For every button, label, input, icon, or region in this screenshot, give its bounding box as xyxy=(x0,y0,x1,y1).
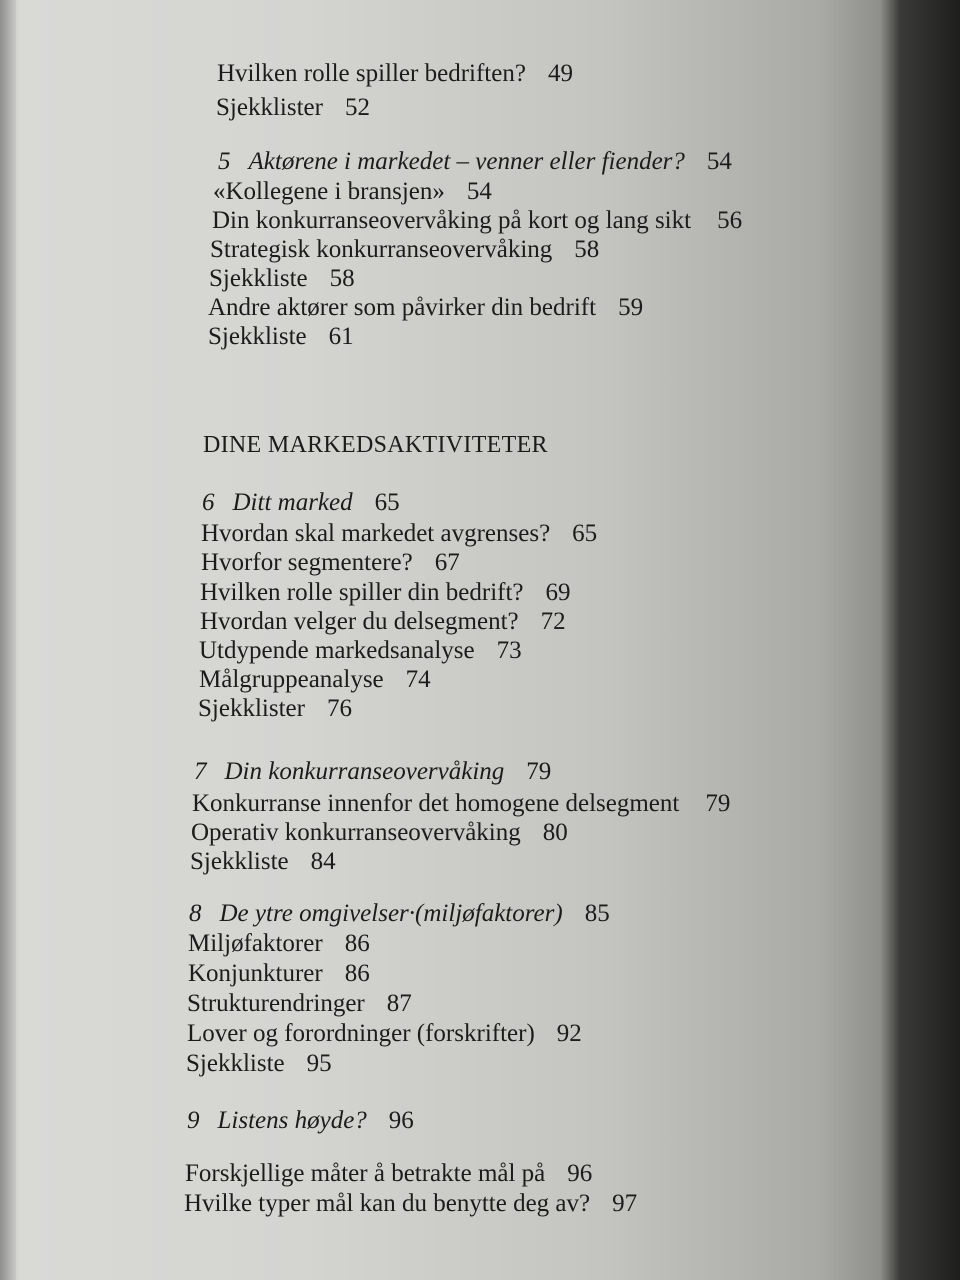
entry-title: Utdypende markedsanalyse xyxy=(199,637,475,664)
entry-page: 79 xyxy=(705,790,731,817)
chapter-page: 96 xyxy=(388,1107,414,1134)
entry-page: 54 xyxy=(466,178,492,205)
part-heading: DINE MARKEDSAKTIVITETER xyxy=(203,432,548,458)
toc-entry xyxy=(208,323,354,351)
entry-page: 97 xyxy=(612,1190,638,1217)
entry-page: 87 xyxy=(386,990,412,1017)
chapter-number: 9 xyxy=(187,1107,200,1134)
chapter-number: 5 xyxy=(218,148,231,175)
chapter-heading xyxy=(187,1107,414,1135)
toc-entry xyxy=(213,178,492,206)
entry-title: Andre aktører som påvirker din bedrift xyxy=(208,294,597,321)
entry-page: 74 xyxy=(405,666,431,693)
entry-page: 58 xyxy=(329,265,355,292)
chapter-number: 7 xyxy=(194,758,207,785)
toc-entry xyxy=(199,637,522,665)
entry-title: Operativ konkurranseovervåking xyxy=(191,819,521,846)
entry-title: Forskjellige måter å betrakte mål på xyxy=(185,1160,546,1187)
entry-title: Strategisk konkurranseovervåking xyxy=(210,236,553,263)
toc-entry xyxy=(185,1160,592,1188)
entry-page: 49 xyxy=(547,60,573,87)
entry-title: Sjekklister xyxy=(198,695,305,722)
toc-entry xyxy=(188,930,370,958)
chapter-page: 65 xyxy=(374,489,400,516)
chapter-number: 6 xyxy=(202,489,215,516)
toc-entry xyxy=(209,265,355,293)
toc-entry xyxy=(187,990,412,1018)
chapter-title: Din konkurranseovervåking xyxy=(224,758,505,785)
toc-entry xyxy=(200,579,571,607)
toc-entry xyxy=(210,236,599,264)
chapter-number: 8 xyxy=(189,900,202,927)
entry-title: Miljøfaktorer xyxy=(188,930,323,957)
toc-entry xyxy=(192,790,730,818)
toc-entry xyxy=(186,1050,332,1078)
entry-page: 95 xyxy=(306,1050,332,1077)
entry-title: Din konkurranseovervåking på kort og lang sikt xyxy=(212,207,692,234)
chapter-title: Ditt marked xyxy=(232,489,353,516)
toc-entry xyxy=(201,549,460,577)
entry-page: 72 xyxy=(540,608,566,635)
toc-entry xyxy=(212,207,742,235)
entry-title: Konkurranse innenfor det homogene delsegment xyxy=(192,790,680,817)
chapter-heading xyxy=(218,148,732,176)
toc-entry xyxy=(217,60,573,88)
entry-page: 86 xyxy=(344,930,370,957)
entry-title: Sjekklister xyxy=(216,94,323,121)
entry-page: 69 xyxy=(545,579,571,606)
entry-title: Konjunkturer xyxy=(188,960,323,987)
entry-title: Målgruppeanalyse xyxy=(199,666,384,693)
chapter-page: 85 xyxy=(584,900,610,927)
entry-title: Sjekkliste xyxy=(186,1050,285,1077)
entry-page: 76 xyxy=(326,695,352,722)
entry-title: Hvordan velger du delsegment? xyxy=(200,608,519,635)
entry-page: 56 xyxy=(717,207,743,234)
entry-title: Hvilke typer mål kan du benytte deg av? xyxy=(184,1190,591,1217)
entry-page: 96 xyxy=(567,1160,593,1187)
entry-title: Hvilken rolle spiller bedriften? xyxy=(217,60,526,87)
entry-title: «Kollegene i bransjen» xyxy=(213,178,445,205)
toc-entry xyxy=(201,520,597,548)
entry-page: 84 xyxy=(310,848,336,875)
entry-page: 61 xyxy=(328,323,354,350)
toc-entry xyxy=(190,848,336,876)
entry-page: 67 xyxy=(434,549,460,576)
entry-title: Sjekkliste xyxy=(209,265,308,292)
entry-page: 59 xyxy=(618,294,644,321)
entry-title: Sjekkliste xyxy=(208,323,307,350)
chapter-heading xyxy=(202,489,400,517)
toc-entry xyxy=(191,819,568,847)
toc-entry xyxy=(208,294,643,322)
entry-page: 86 xyxy=(344,960,370,987)
entry-title: Strukturendringer xyxy=(187,990,365,1017)
toc-entry xyxy=(198,695,352,723)
toc-entry xyxy=(184,1190,637,1218)
entry-page: 73 xyxy=(496,637,522,664)
entry-page: 58 xyxy=(574,236,600,263)
chapter-page: 54 xyxy=(706,148,732,175)
toc-entry xyxy=(199,666,431,694)
entry-title: Hvilken rolle spiller din bedrift? xyxy=(200,579,524,606)
entry-page: 65 xyxy=(572,520,598,547)
toc-entry xyxy=(200,608,566,636)
toc-entry xyxy=(187,1020,582,1048)
chapter-page: 79 xyxy=(526,758,552,785)
chapter-title: Listens høyde? xyxy=(217,1107,367,1134)
entry-title: Sjekkliste xyxy=(190,848,289,875)
chapter-title: De ytre omgivelser·(miljøfaktorer) xyxy=(219,900,563,927)
chapter-heading xyxy=(194,758,551,786)
entry-title: Lover og forordninger (forskrifter) xyxy=(187,1020,535,1047)
chapter-heading xyxy=(189,900,610,928)
book-binding xyxy=(0,0,16,1280)
entry-page: 52 xyxy=(344,94,370,121)
toc-entry xyxy=(188,960,370,988)
toc-entry xyxy=(216,94,370,122)
entry-page: 80 xyxy=(542,819,568,846)
entry-title: Hvordan skal markedet avgrenses? xyxy=(201,520,551,547)
entry-page: 92 xyxy=(556,1020,582,1047)
chapter-title: Aktørene i markedet – venner eller fiender? xyxy=(248,148,685,175)
entry-title: Hvorfor segmentere? xyxy=(201,549,413,576)
